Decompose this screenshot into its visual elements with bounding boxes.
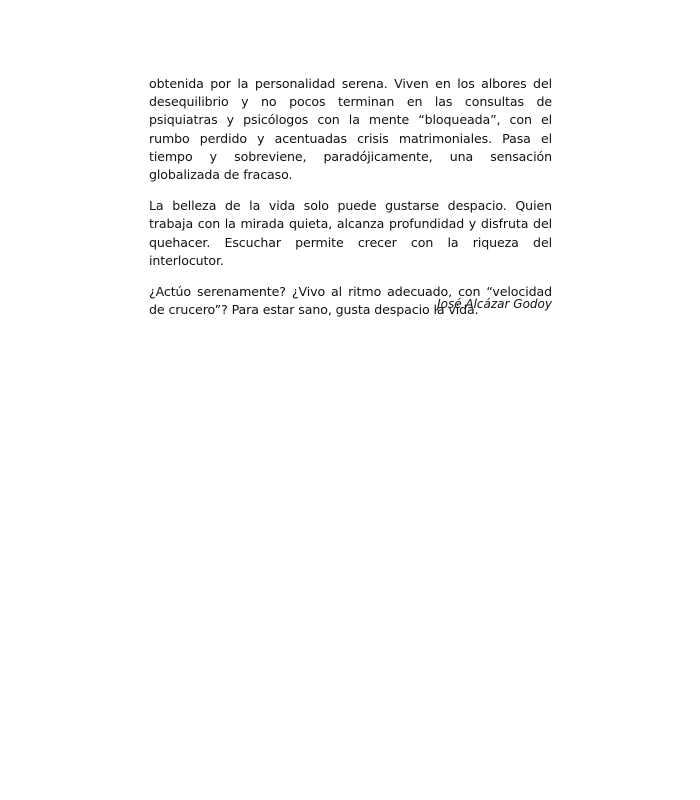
paragraph-3: ¿Actúo serenamente? ¿Vivo al ritmo adecuado, con “velocidad de crucero”? Para estar sano, gusta despacio la vida.	[149, 284, 552, 318]
paragraph-1: obtenida por la personalidad serena. Viven en los albores del desequilibrio y no pocos terminan en las consultas de psiquiatras y psicólogos con la mente “bloqueada”, con el rumbo perdido y acentuadas crisis matrimoniales. Pasa el tiempo y sobreviene, paradójicamente, una sensación globalizada de fracaso.	[149, 76, 552, 183]
body-text	[149, 75, 552, 332]
paragraph-2: La belleza de la vida solo puede gustarse despacio. Quien trabaja con la mirada quieta, alcanza profundidad y disfruta del quehacer. Escuchar permite crecer con la riqueza del interlocutor.	[149, 198, 552, 268]
author-signature: José Alcázar Godoy	[437, 297, 552, 311]
